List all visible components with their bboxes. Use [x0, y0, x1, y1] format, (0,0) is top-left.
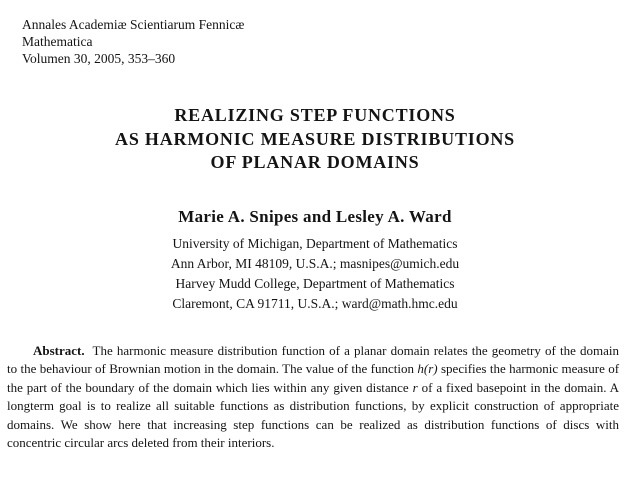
affiliation-1-institution: University of Michigan, Department of Mathematics — [172, 236, 458, 251]
affiliation-1 — [0, 234, 630, 274]
abstract-text-1: The harmonic measure distribution function of a planar domain relates the geometry of the domain to the behaviour of Brownian motion in the domain. The value of the function — [7, 343, 620, 377]
abstract-math-h-of-r: h(r) — [417, 361, 438, 377]
affiliation-2-address-email: Claremont, CA 91711, U.S.A.; ward@math.hmc.edu — [172, 296, 458, 311]
abstract-text-2: specifies the harmonic measure of the part of the boundary of the domain which lies within any given distance — [7, 361, 620, 395]
journal-name: Annales Academiæ Scientiarum Fennicæ — [22, 17, 245, 32]
abstract-paragraph — [7, 342, 619, 452]
abstract-math-r: r — [412, 379, 418, 395]
paper-title-line-3: OF PLANAR DOMAINS — [210, 152, 420, 172]
affiliation-1-address-email: Ann Arbor, MI 48109, U.S.A.; masnipes@umich.edu — [170, 256, 460, 271]
affiliation-2 — [0, 274, 630, 314]
affiliations — [0, 234, 630, 314]
paper-title-line-1: REALIZING STEP FUNCTIONS — [174, 105, 456, 125]
journal-volume-pages: Volumen 30, 2005, 353–360 — [22, 51, 176, 66]
journal-header — [22, 16, 244, 67]
abstract-label: Abstract. — [33, 343, 85, 358]
authors-line: Marie A. Snipes and Lesley A. Ward — [178, 207, 452, 226]
abstract-text-3: of a fixed basepoint in the domain. A longterm goal is to realize all suitable functions as distribution functions, by explicit construction of appropriate domains. We show here that increasing step functions can be realized as distribution functions of discs with concentric circular arcs deleted from their interiors. — [7, 379, 620, 451]
paper-title-line-2: AS HARMONIC MEASURE DISTRIBUTIONS — [115, 128, 515, 149]
paper-title — [0, 104, 630, 175]
journal-series: Mathematica — [22, 34, 93, 49]
affiliation-2-institution: Harvey Mudd College, Department of Mathematics — [175, 276, 455, 291]
